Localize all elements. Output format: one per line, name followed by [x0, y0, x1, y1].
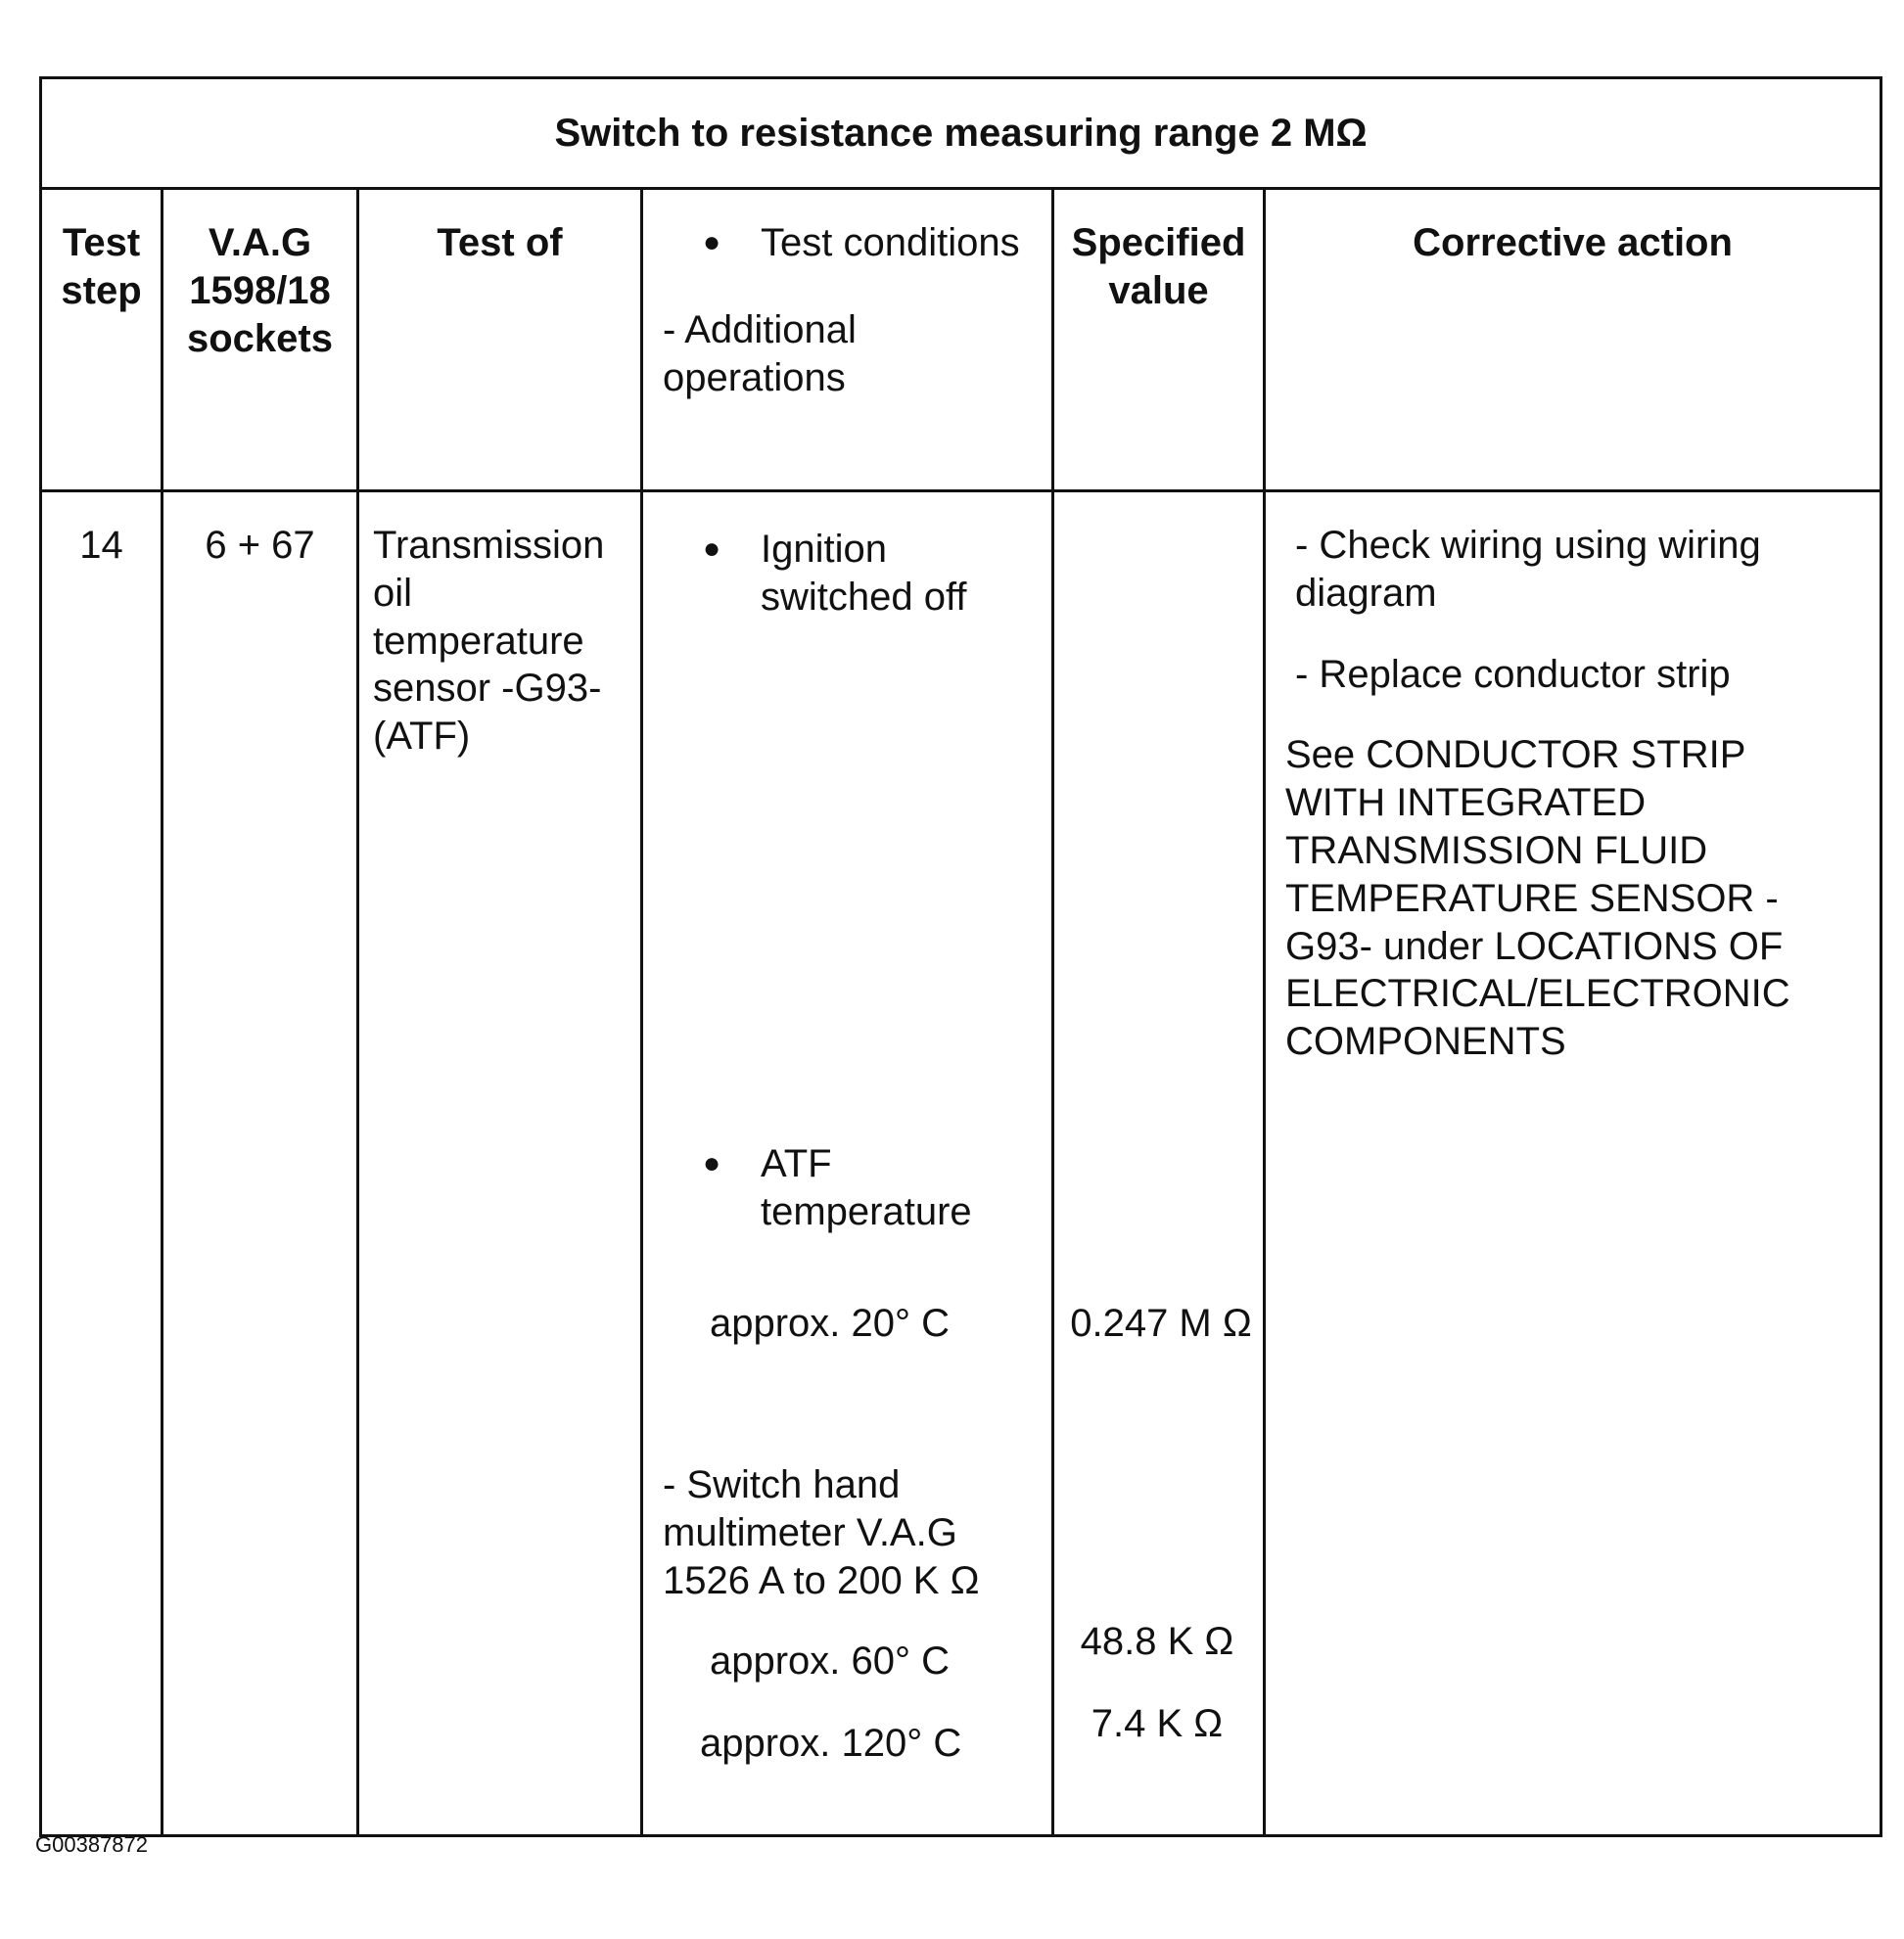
condition-atf-temperature — [663, 1140, 1045, 1236]
header-test-of: Test of — [358, 189, 642, 491]
header-test-step-line2: step — [61, 268, 142, 312]
test-table-sheet — [39, 76, 1880, 1809]
condition-ignition-text: Ignition switched off — [761, 528, 967, 619]
condition-atf-temperature-text: ATF temperature — [761, 1142, 972, 1233]
header-additional-ops: - Additional operations — [663, 307, 857, 399]
header-specified-line2: value — [1108, 268, 1209, 312]
header-row — [41, 189, 1881, 491]
spec-value-60: 48.8 K Ω — [1080, 1620, 1234, 1663]
resistance-test-table — [39, 76, 1882, 1837]
condition-ignition — [663, 526, 1045, 622]
header-conditions-text: Test conditions — [761, 221, 1020, 264]
condition-temp-120: approx. 120° C — [700, 1722, 962, 1765]
header-corrective-action: Corrective action — [1265, 189, 1881, 491]
header-sockets — [163, 189, 358, 491]
cell-test-step: 14 — [41, 491, 163, 1836]
corrective-see-reference: See CONDUCTOR STRIP WITH INTEGRATED TRANSMISSION FLUID TEMPERATURE SENSOR -G93- under LOCATIONS OF ELECTRICAL/ELECTRONIC COMPONENTS — [1285, 733, 1790, 1064]
table-row — [41, 491, 1881, 1836]
table-title: Switch to resistance measuring range 2 MΩ — [41, 78, 1881, 189]
header-conditions-bullet-line — [663, 219, 1042, 267]
cell-specified-value — [1053, 491, 1265, 1836]
bullet-icon: ● — [702, 1147, 721, 1179]
cell-conditions — [642, 491, 1053, 1836]
condition-temp-20: approx. 20° C — [710, 1302, 951, 1345]
header-sockets-line3: sockets — [187, 316, 333, 360]
header-test-step — [41, 189, 163, 491]
spec-value-120: 7.4 K Ω — [1091, 1702, 1224, 1745]
corrective-check-wiring: - Check wiring using wiring diagram — [1295, 524, 1761, 615]
header-specified-value — [1053, 189, 1265, 491]
header-sockets-line2: 1598/18 — [189, 268, 331, 312]
cell-test-of: Transmission oil temperature sensor -G93- (ATF) — [358, 491, 642, 1836]
cell-sockets: 6 + 67 — [163, 491, 358, 1836]
condition-switch-note: - Switch hand multimeter V.A.G 1526 A to 200 K Ω — [663, 1463, 980, 1602]
header-conditions — [642, 189, 1053, 491]
header-specified-line1: Specified — [1071, 221, 1246, 264]
bullet-icon: ● — [702, 532, 721, 565]
corrective-replace-strip: - Replace conductor strip — [1295, 652, 1731, 696]
header-test-step-line1: Test — [62, 221, 141, 264]
bullet-icon: ● — [702, 226, 721, 258]
header-sockets-line1: V.A.G — [208, 221, 312, 264]
cell-corrective-action — [1265, 491, 1881, 1836]
spec-value-20: 0.247 M Ω — [1070, 1302, 1252, 1345]
figure-id: G00387872 — [35, 1832, 148, 1857]
condition-temp-60: approx. 60° C — [710, 1639, 951, 1683]
